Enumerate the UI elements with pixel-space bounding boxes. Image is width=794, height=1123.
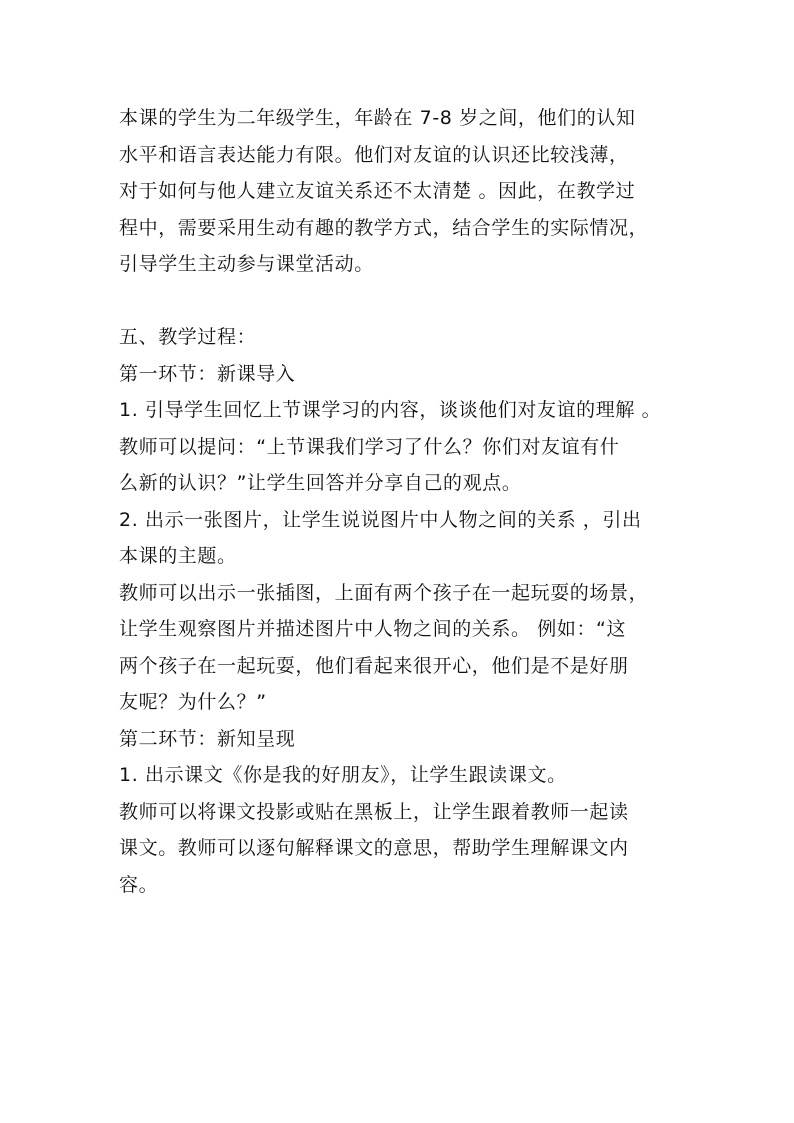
section-heading: 五、教学过程：: [119, 326, 257, 348]
text-line: 对于如何与他人建立友谊关系还不太清楚 。因此，在教学过: [119, 180, 636, 202]
text-line: 1. 引导学生回忆上节课学习的内容，谈谈他们对友谊的理解 。: [119, 399, 662, 421]
text-line: 1. 出示课文《你是我的好朋友》，让学生跟读课文。: [119, 764, 567, 786]
stage-one-item-2-detail: [119, 575, 679, 721]
text-line: 让学生观察图片并描述图片中人物之间的关系。 例如：“这: [119, 618, 627, 640]
text-line: 程中，需要采用生动有趣的教学方式，结合学生的实际情况，: [119, 216, 649, 239]
text-line: 么新的认识？”让学生回答并分享自己的观点。: [119, 472, 522, 494]
stage-two: [119, 721, 679, 904]
stage-one-title: 第一环节：新课导入: [119, 362, 296, 385]
stage-two-item-1: [119, 757, 679, 794]
text-line: 教师可以将课文投影或贴在黑板上，让学生跟着教师一起读: [119, 800, 629, 823]
text-line: 教师可以提问：“上节课我们学习了什么？你们对友谊有什: [119, 435, 620, 458]
text-line: 2. 出示一张图片，让学生说说图片中人物之间的关系 ，引出: [119, 508, 642, 531]
text-line: 水平和语言表达能力有限。他们对友谊的认识还比较浅薄，: [119, 143, 629, 166]
stage-one: [119, 356, 679, 721]
intro-paragraph: [119, 100, 679, 283]
paragraph-spacer: [119, 283, 679, 320]
stage-one-item-1: [119, 392, 679, 502]
text-line: 两个孩子在一起玩耍，他们看起来很开心，他们是不是好朋: [119, 654, 629, 677]
text-line: 容。: [119, 873, 159, 896]
text-line: 友呢？为什么？”: [119, 691, 267, 713]
stage-one-item-2: [119, 502, 679, 575]
text-line: 教师可以出示一张插图，上面有两个孩子在一起玩耍的场景，: [119, 581, 649, 604]
text-line: 引导学生主动参与课堂活动。: [119, 253, 374, 275]
stage-two-item-1-detail: [119, 794, 679, 904]
document-body: [119, 100, 679, 903]
text-line: 本课的主题。: [119, 545, 237, 567]
text-line: 本课的学生为二年级学生，年龄在 7-8 岁之间，他们的认知: [119, 107, 636, 129]
text-line: 课文。教师可以逐句解释课文的意思，帮助学生理解课文内: [119, 837, 629, 859]
stage-two-title: 第二环节：新知呈现: [119, 727, 296, 750]
